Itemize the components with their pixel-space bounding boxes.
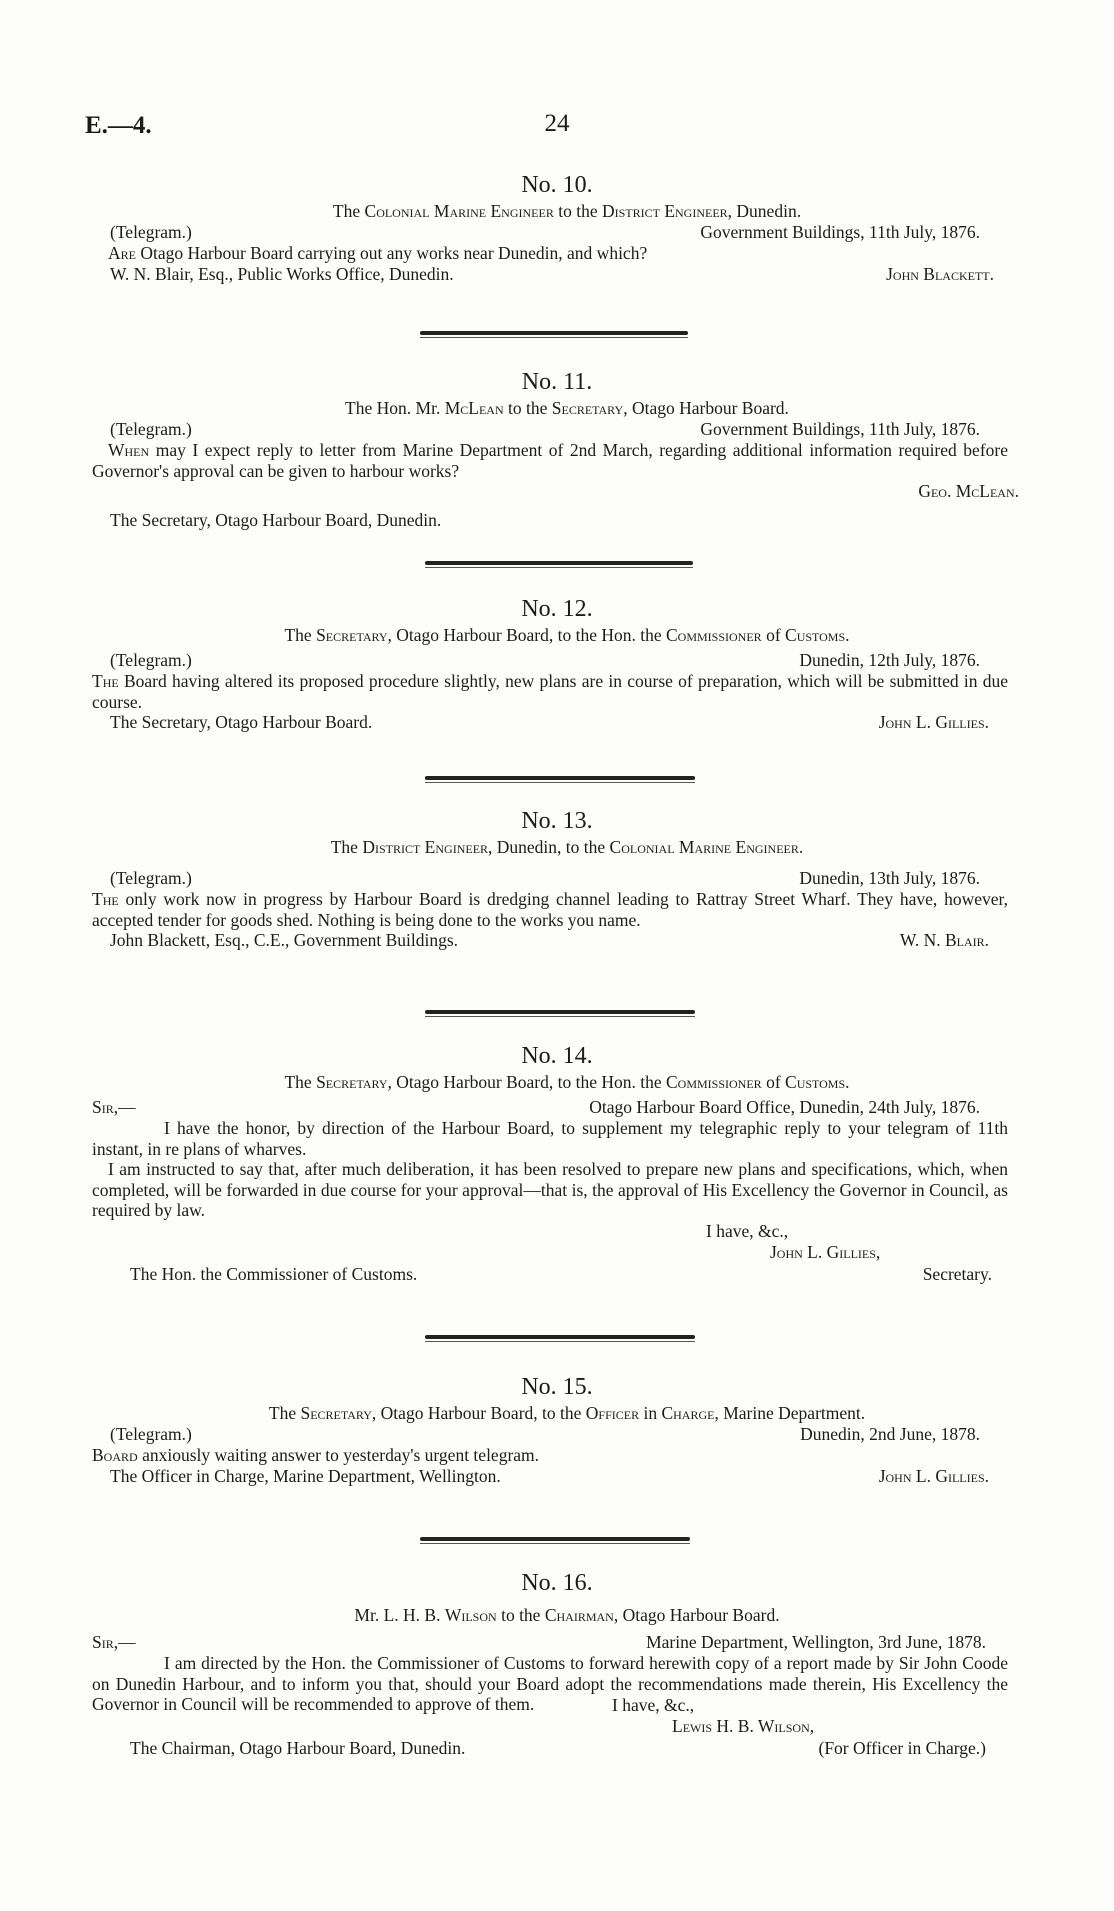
sender-recipient-line: The Secretary, Otago Harbour Board, to the Hon. the Commissioner of Customs.	[284, 625, 850, 645]
addressee: The Secretary, Otago Harbour Board.	[110, 712, 373, 732]
signature: Geo. McLean.	[918, 481, 1019, 501]
salutation: Sir,—	[92, 1632, 136, 1652]
signature: John L. Gillies,	[770, 1241, 881, 1262]
letter-paragraph: I am directed by the Hon. the Commissioner of Customs to forward herewith copy of a report made by Sir John Coode on Dunedin Harbour, and to inform you that, should your Board adopt the recommendations made therein, His Excellency the Governor in Council will be recommended to approve of them.	[92, 1653, 1008, 1714]
section-number: No. 15.	[521, 1374, 593, 1400]
addressee: The Secretary, Otago Harbour Board, Dunedin.	[110, 510, 442, 530]
section-no-11	[0, 367, 1114, 531]
sender-recipient-line: Mr. L. H. B. Wilson to the Chairman, Otago Harbour Board.	[354, 1605, 780, 1625]
signature: John L. Gillies.	[878, 1465, 989, 1486]
place-date: Marine Department, Wellington, 3rd June, 1878.	[646, 1632, 986, 1652]
telegram-label: (Telegram.)	[110, 650, 192, 670]
message-body: The only work now in progress by Harbour Board is dredging channel leading to Rattray Street Wharf. They have, however, accepted tender for goods shed. Nothing is being done to the works you name.	[92, 889, 1008, 930]
section-no-10	[0, 170, 1114, 285]
addressee: John Blackett, Esq., C.E., Government Buildings.	[110, 930, 459, 950]
section-number: No. 13.	[521, 808, 593, 834]
addressee: The Hon. the Commissioner of Customs.	[130, 1263, 418, 1284]
sender-recipient-line: The Colonial Marine Engineer to the District Engineer, Dunedin.	[332, 201, 802, 221]
place-date: Government Buildings, 11th July, 1876.	[700, 222, 980, 242]
section-no-12	[0, 594, 1114, 733]
message-body: Board anxiously waiting answer to yesterday's urgent telegram.	[92, 1445, 540, 1465]
addressee: The Chairman, Otago Harbour Board, Dunedin.	[130, 1737, 466, 1758]
place-date: Dunedin, 12th July, 1876.	[799, 650, 980, 670]
sender-recipient-line: The District Engineer, Dunedin, to the Colonial Marine Engineer.	[330, 837, 804, 857]
signature: W. N. Blair.	[899, 930, 989, 950]
message-body: When may I expect reply to letter from Marine Department of 2nd March, regarding additional information required before Governor's approval can be given to harbour works?	[92, 440, 1008, 481]
place-date: Government Buildings, 11th July, 1876.	[700, 419, 980, 439]
section-divider	[425, 776, 695, 780]
signatory-title: Secretary.	[922, 1263, 992, 1284]
document-reference: E.—4.	[85, 112, 152, 139]
section-divider	[425, 1335, 695, 1339]
closing: I have, &c.,	[706, 1220, 789, 1241]
telegram-label: (Telegram.)	[110, 222, 192, 242]
place-date: Dunedin, 13th July, 1876.	[799, 868, 980, 888]
signature: John L. Gillies.	[878, 712, 989, 732]
section-divider	[420, 331, 688, 335]
section-number: No. 16.	[521, 1570, 593, 1596]
section-no-16	[0, 1568, 1114, 1761]
telegram-label: (Telegram.)	[110, 419, 192, 439]
signature-block	[0, 1695, 1114, 1761]
closing: I have, &c.,	[612, 1694, 695, 1715]
sender-recipient-line: The Secretary, Otago Harbour Board, to the Hon. the Commissioner of Customs.	[284, 1072, 850, 1092]
section-divider	[420, 1537, 690, 1541]
section-divider	[425, 561, 693, 565]
addressee: The Officer in Charge, Marine Department, Wellington.	[110, 1465, 501, 1486]
signature-block	[0, 1221, 1114, 1287]
section-number: No. 10.	[521, 172, 593, 198]
addressee: W. N. Blair, Esq., Public Works Office, Dunedin.	[110, 263, 454, 284]
letter-paragraph: I am instructed to say that, after much deliberation, it has been resolved to prepare new plans and specifications, which, when completed, will be forwarded in due course for your approval—that is, the approval of His Excellency the Governor in Council, as required by law.	[92, 1159, 1008, 1220]
letter-paragraph: I have the honor, by direction of the Harbour Board, to supplement my telegraphic reply to your telegram of 11th instant, in re plans of wharves.	[92, 1118, 1008, 1159]
section-no-13	[0, 806, 1114, 951]
place-date: Dunedin, 2nd June, 1878.	[800, 1424, 980, 1444]
salutation: Sir,—	[92, 1097, 136, 1117]
signature: John Blackett.	[886, 263, 994, 284]
telegram-label: (Telegram.)	[110, 1424, 192, 1444]
sender-recipient-line: The Secretary, Otago Harbour Board, to the Officer in Charge, Marine Department.	[268, 1403, 866, 1423]
message-body: Are Otago Harbour Board carrying out any works near Dunedin, and which?	[108, 243, 648, 263]
section-number: No. 12.	[521, 596, 593, 622]
section-number: No. 14.	[521, 1043, 593, 1069]
place-date: Otago Harbour Board Office, Dunedin, 24th July, 1876.	[589, 1097, 980, 1117]
section-number: No. 11.	[521, 369, 593, 395]
sender-recipient-line: The Hon. Mr. McLean to the Secretary, Otago Harbour Board.	[345, 398, 789, 418]
section-no-15	[0, 1372, 1114, 1487]
section-no-14	[0, 1041, 1114, 1287]
signature: Lewis H. B. Wilson,	[672, 1715, 815, 1736]
page-number: 24	[544, 110, 570, 137]
signatory-title: (For Officer in Charge.)	[818, 1737, 986, 1758]
section-divider	[425, 1010, 695, 1014]
telegram-label: (Telegram.)	[110, 868, 192, 888]
message-body: The Board having altered its proposed procedure slightly, new plans are in course of preparation, which will be submitted in due course.	[92, 671, 1008, 712]
